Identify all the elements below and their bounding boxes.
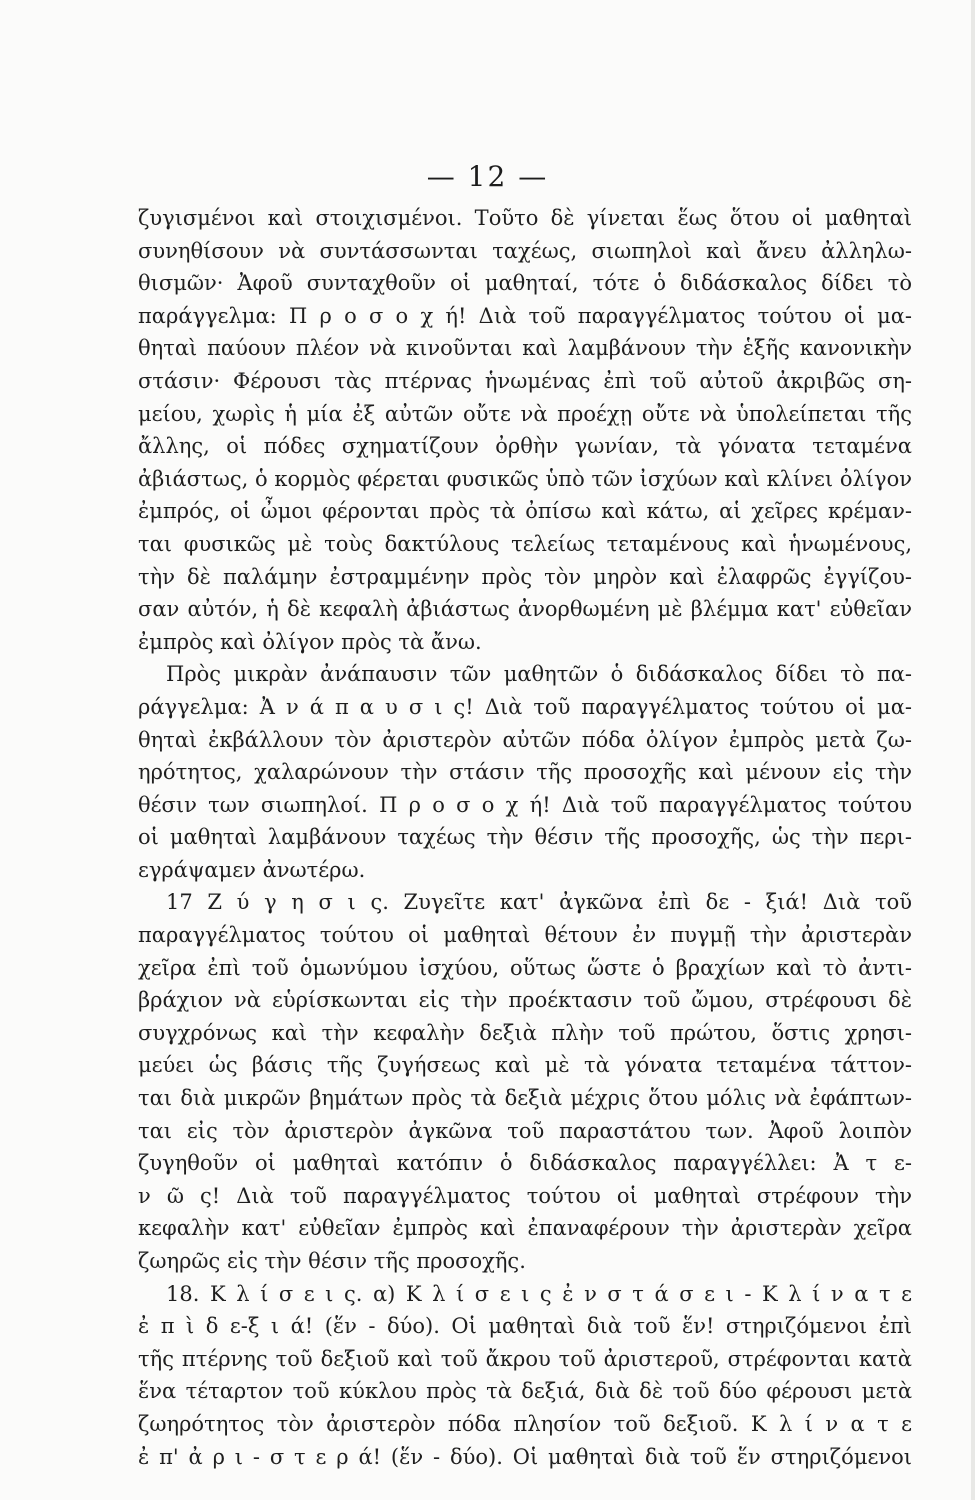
text-line: ν ῶ ς! Διὰ τοῦ παραγγέλματος τούτου οἱ μαθηταὶ στρέφουν τὴν: [138, 1183, 912, 1208]
text-line: σαν αὐτόν, ἡ δὲ κεφαλὴ ἀβιάστως ἀνορθωμένη μὲ βλέμμα κατ' εὐθεῖαν: [138, 597, 912, 622]
text-line: ζυγισμένοι καὶ στοιχισμένοι. Τοῦτο δὲ γίνεται ἕως ὅτου οἱ μαθηταὶ: [138, 206, 912, 230]
text-line: ἄλλης, οἱ πόδες σχηματίζουν ὀρθὴν γωνίαν, τὰ γόνατα τεταμένα: [138, 434, 912, 459]
text-line: παραγγέλματος τούτου οἱ μαθηταὶ θέτουν ἐν πυγμῇ τὴν ἀριστερὰν: [138, 923, 912, 948]
text-line: ζυγηθοῦν οἱ μαθηταὶ κατόπιν ὁ διδάσκαλος παραγγέλλει: Ἀ τ ε-: [138, 1151, 912, 1176]
text-line: θηταὶ παύουν πλέον νὰ κινοῦνται καὶ λαμβάνουν τὴν ἑξῆς κανονικὴν: [138, 336, 912, 361]
text-line: στάσιν· Φέρουσι τὰς πτέρνας ἡνωμένας ἐπὶ τοῦ αὐτοῦ ἀκριβῶς ση-: [138, 368, 912, 393]
page-edge: [971, 0, 975, 1500]
text-line: ζωηρῶς εἰς τὴν θέσιν τῆς προσοχῆς.: [138, 1249, 526, 1273]
paragraph-start-line: Πρὸς μικρὰν ἀνάπαυσιν τῶν μαθητῶν ὁ διδάσκαλος δίδει τὸ πα-: [166, 662, 912, 687]
text-line: ἀβιάστως, ὁ κορμὸς φέρεται φυσικῶς ὑπὸ τῶν ἰσχύων καὶ κλίνει ὀλίγον: [138, 466, 912, 491]
text-line: ἐμπρός, οἱ ὦμοι φέρονται πρὸς τὰ ὀπίσω καὶ κάτω, αἱ χεῖρες κρέμαν-: [138, 499, 912, 524]
text-line: τὴν δὲ παλάμην ἐστραμμένην πρὸς τὸν μηρὸν καὶ ἐλαφρῶς ἐγγίζου-: [138, 564, 912, 589]
page-number: — 12 —: [426, 160, 549, 193]
text-line: θηταὶ ἐκβάλλουν τὸν ἀριστερὸν αὐτῶν πόδα ὀλίγον ἐμπρὸς μετὰ ζω-: [138, 727, 912, 752]
text-line: μείου, χωρὶς ἡ μία ἐξ αὐτῶν οὔτε νὰ προέχῃ οὔτε νὰ ὑπολείπεται τῆς: [138, 401, 912, 426]
text-line: βράχιον νὰ εὑρίσκωνται εἰς τὴν προέκτασιν τοῦ ὤμου, στρέφουσι δὲ: [138, 988, 912, 1013]
text-line: ζωηρότητος τὸν ἀριστερὸν πόδα πλησίον τοῦ δεξιοῦ. Κ λ ί ν α τ ε: [138, 1411, 912, 1436]
text-line: ράγγελμα: Ἀ ν ά π α υ σ ι ς! Διὰ τοῦ παραγγέλματος τούτου οἱ μα-: [138, 694, 912, 719]
text-line: μεύει ὡς βάσις τῆς ζυγήσεως καὶ μὲ τὰ γόνατα τεταμένα τάττον-: [138, 1053, 912, 1078]
text-line: ἐμπρὸς καὶ ὀλίγον πρὸς τὰ ἄνω.: [138, 629, 482, 654]
text-line: θέσιν των σιωπηλοί. Π ρ ο σ ο χ ή! Διὰ τοῦ παραγγέλματος τούτου: [138, 792, 912, 817]
text-line: ἐ π' ἀ ρ ι - σ τ ε ρ ά! (ἕν - δύο). Οἱ μαθηταὶ διὰ τοῦ ἕν στηριζόμενοι: [138, 1444, 912, 1469]
text-line: κεφαλὴν κατ' εὐθεῖαν ἐμπρὸς καὶ ἐπαναφέρουν τὴν ἀριστερὰν χεῖρα: [138, 1216, 912, 1241]
text-line: συγχρόνως καὶ τὴν κεφαλὴν δεξιὰ πλὴν τοῦ πρώτου, ὅστις χρησι-: [138, 1020, 912, 1045]
text-line: τῆς πτέρνης τοῦ δεξιοῦ καὶ τοῦ ἄκρου τοῦ ἀριστεροῦ, στρέφονται κατὰ: [138, 1346, 912, 1371]
text-line: ται διὰ μικρῶν βημάτων πρὸς τὰ δεξιὰ μέχρις ὅτου μόλις νὰ ἐφάπτων-: [138, 1086, 912, 1111]
section-18-heading-line: 18. Κ λ ί σ ε ι ς. α) Κ λ ί σ ε ι ς ἐ ν σ τ ά σ ε ι - Κ λ ί ν α τ ε: [166, 1281, 912, 1306]
text-line: ηρότητος, χαλαρώνουν τὴν στάσιν τῆς προσοχῆς καὶ μένουν εἰς τὴν: [138, 760, 912, 785]
text-line: εγράψαμεν ἀνωτέρω.: [138, 857, 366, 882]
section-17-heading-line: 17 Ζ ύ γ η σ ι ς. Ζυγεῖτε κατ' ἀγκῶνα ἐπὶ δε - ξιά! Διὰ τοῦ: [166, 890, 912, 915]
text-line: οἱ μαθηταὶ λαμβάνουν ταχέως τὴν θέσιν τῆς προσοχῆς, ὡς τὴν περι-: [138, 825, 912, 850]
text-line: ται εἰς τὸν ἀριστερὸν ἀγκῶνα τοῦ παραστάτου των. Ἀφοῦ λοιπὸν: [138, 1118, 912, 1143]
body-text: [138, 202, 912, 1473]
text-line: χεῖρα ἐπὶ τοῦ ὁμωνύμου ἰσχύου, οὕτως ὥστε ὁ βραχίων καὶ τὸ ἀντι-: [138, 955, 912, 980]
text-line: παράγγελμα: Π ρ ο σ ο χ ή! Διὰ τοῦ παραγγέλματος τούτου οἱ μα-: [138, 303, 912, 328]
text-line: ἕνα τέταρτον τοῦ κύκλου πρὸς τὰ δεξιά, διὰ δὲ τοῦ δύο φέρουσι μετὰ: [138, 1379, 912, 1404]
text-line: ται φυσικῶς μὲ τοὺς δακτύλους τελείως τεταμένους καὶ ἡνωμένους,: [138, 531, 912, 556]
text-line: θισμῶν· Ἀφοῦ συνταχθοῦν οἱ μαθηταί, τότε ὁ διδάσκαλος δίδει τὸ: [138, 271, 912, 296]
text-line: συνηθίσουν νὰ συντάσσωνται ταχέως, σιωπηλοὶ καὶ ἄνευ ἀλληλω-: [138, 238, 912, 263]
text-line: ἐ π ὶ δ ε-ξ ι ά! (ἕν - δύο). Οἱ μαθηταὶ διὰ τοῦ ἕν! στηριζόμενοι ἐπὶ: [138, 1314, 912, 1339]
